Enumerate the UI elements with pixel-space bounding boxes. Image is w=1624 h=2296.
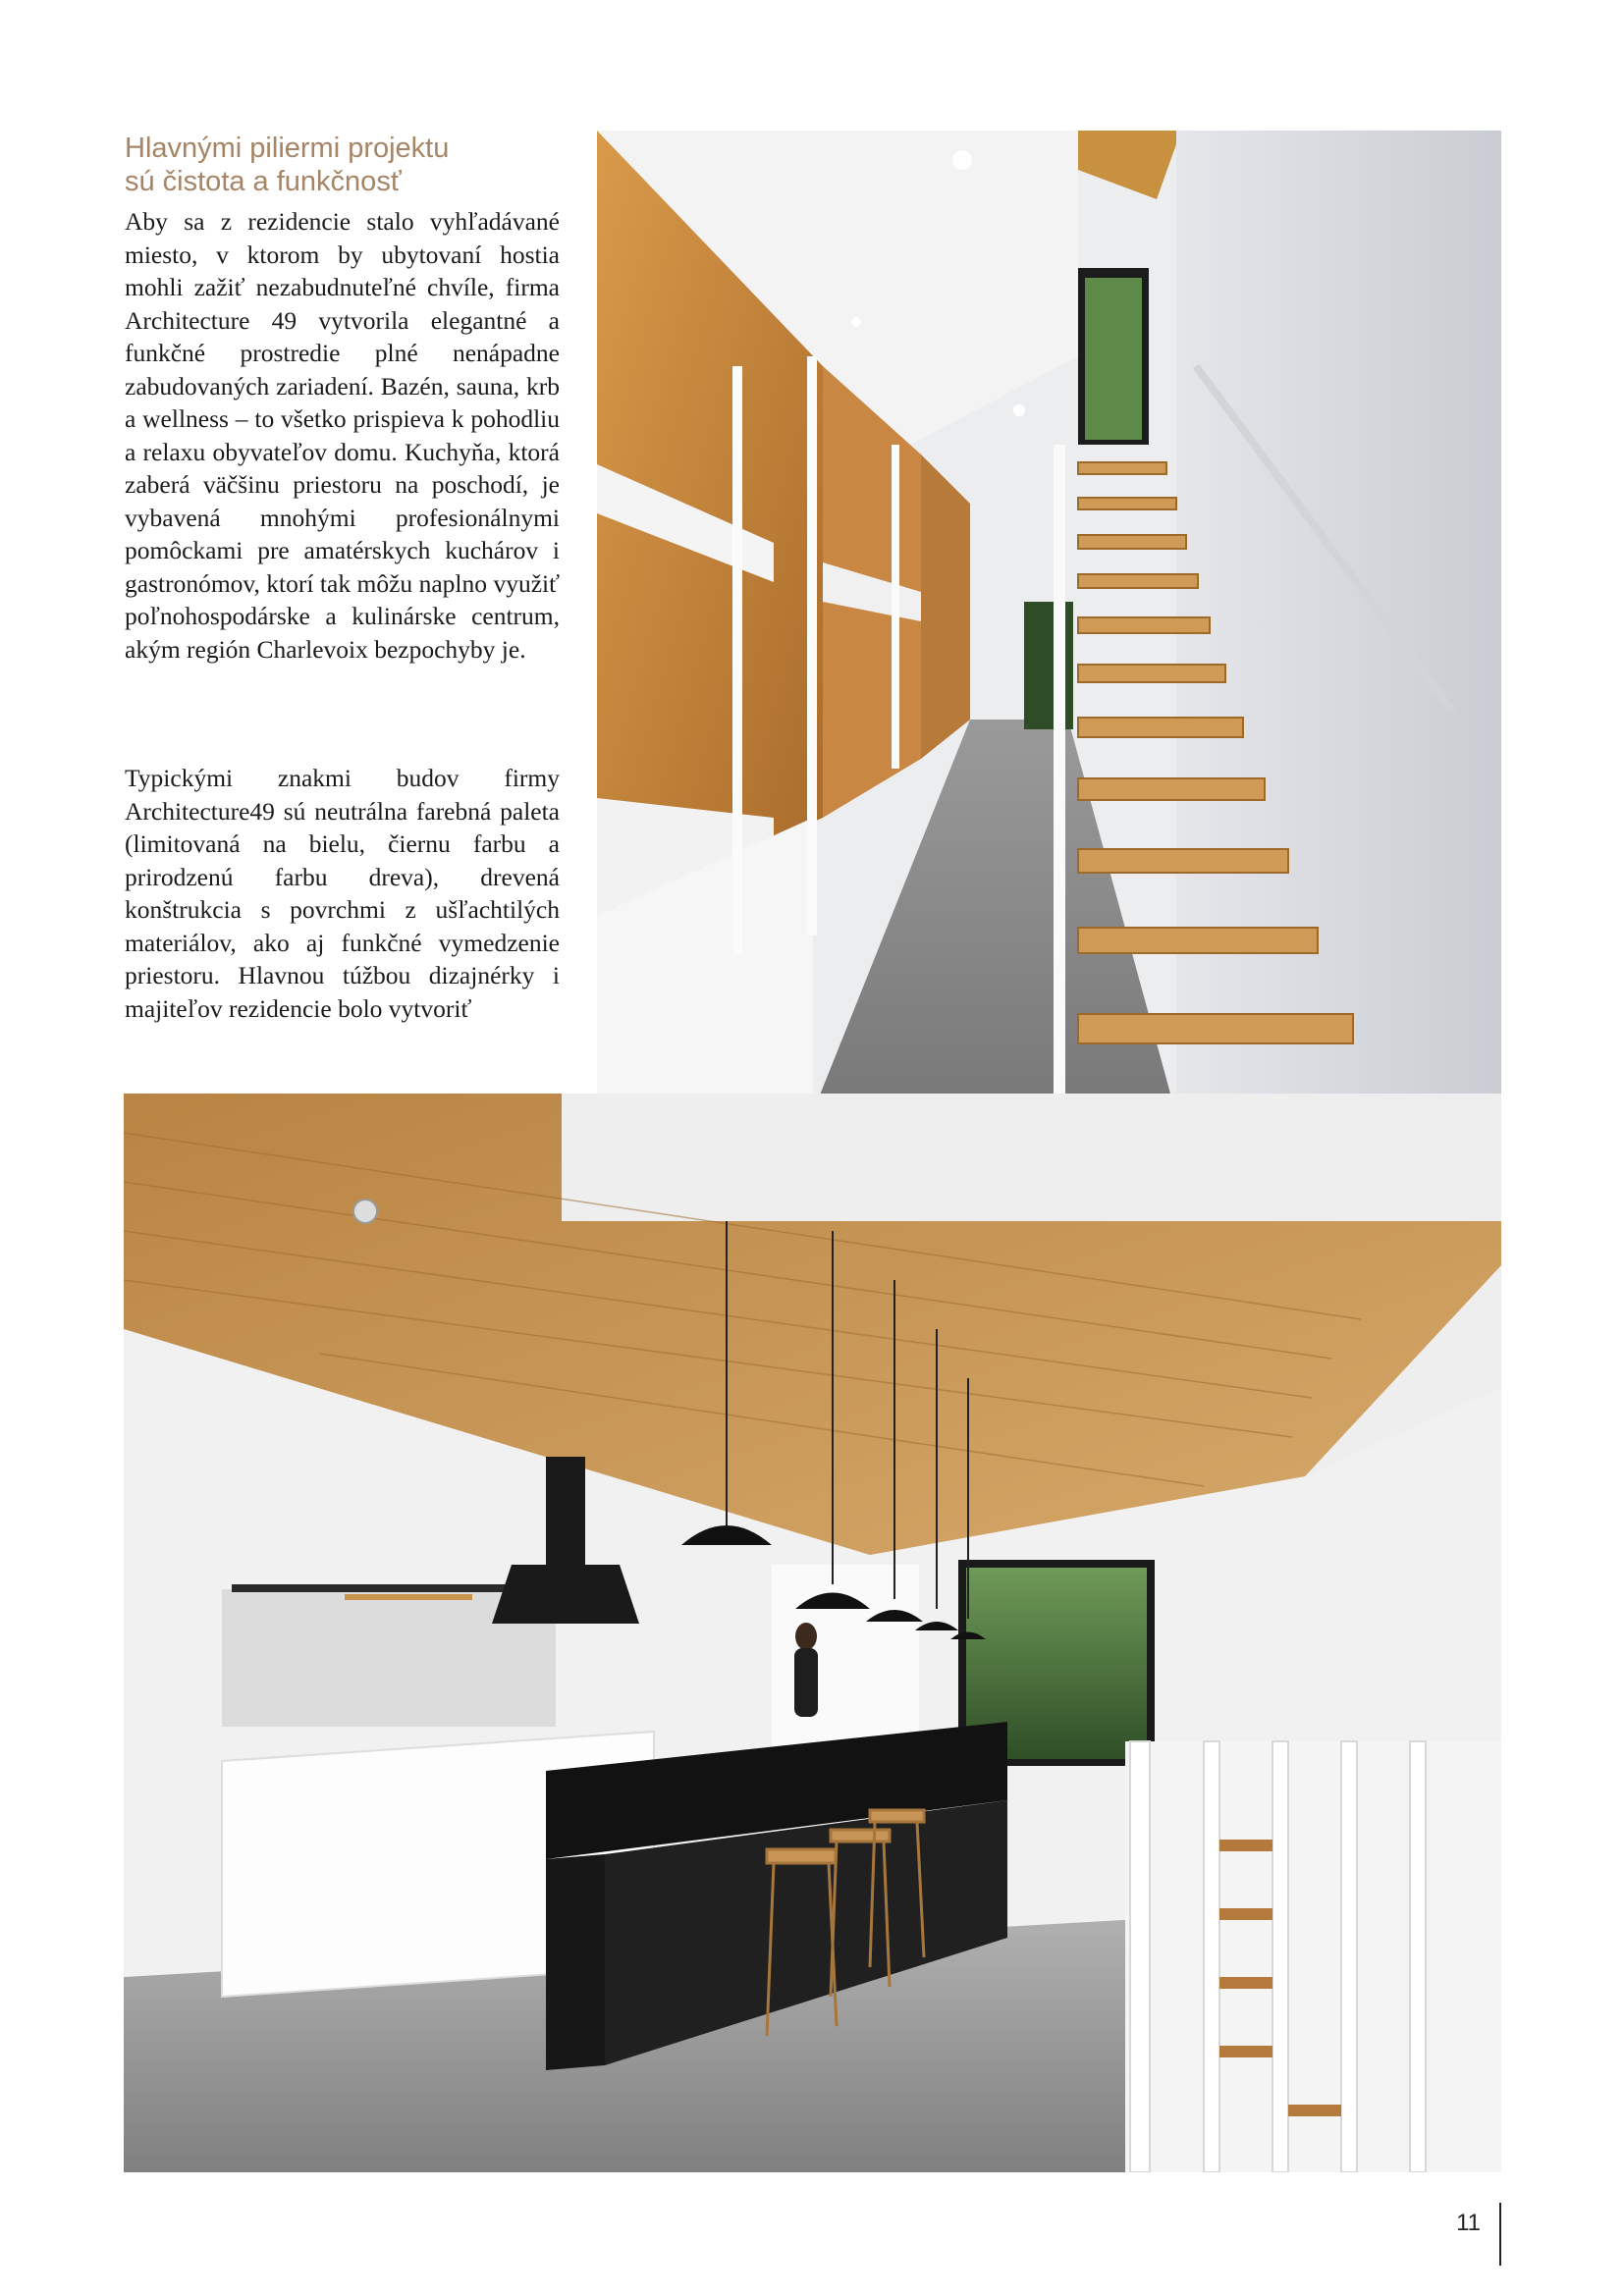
heading-line-2: sú čistota a funkčnosť [125, 166, 402, 197]
section-heading [125, 132, 576, 198]
staircase-bunkroom-photo [597, 131, 1501, 1223]
page-number-rule [1499, 2203, 1501, 2266]
body-paragraph-2: Typickými znakmi budov firmy Architecture49 sú neutrálna farebná paleta (limitovaná na bielu, čiernu farbu a prirodzenú farbu dreva), drevená konštrukcia s povrchmi z ušľachtilých materiálov, ako aj funkčné vymedzenie priestoru. Hlavnou túžbou dizajnérky i majiteľov rezidencie bolo vytvoriť [125, 764, 560, 1023]
body-paragraph-1: Aby sa z rezidencie stalo vyhľadávané miesto, v ktorom by ubytovaní hostia mohli zažiť nezabudnuteľné chvíle, firma Architecture 49 vytvorila elegantné a funkčné prostredie plné nenápadne zabudovaných zariadení. Bazén, sauna, krb a wellness – to všetko prispieva k pohodliu a relaxu obyvateľov domu. Kuchyňa, ktorá zaberá väčšinu priestoru na poschodí, je vybavená mnohými profesionálnymi pomôckami pre amatérskych kuchárov i gastronómov, ktorí tak môžu naplno využiť poľnohospodárske a kulinárske centrum, akým región Charlevoix bezpochyby je. [125, 207, 560, 664]
kitchen-photo [124, 1094, 1501, 2172]
heading-line-1: Hlavnými piliermi projektu [125, 133, 450, 164]
page-number: 11 [1456, 2210, 1481, 2236]
